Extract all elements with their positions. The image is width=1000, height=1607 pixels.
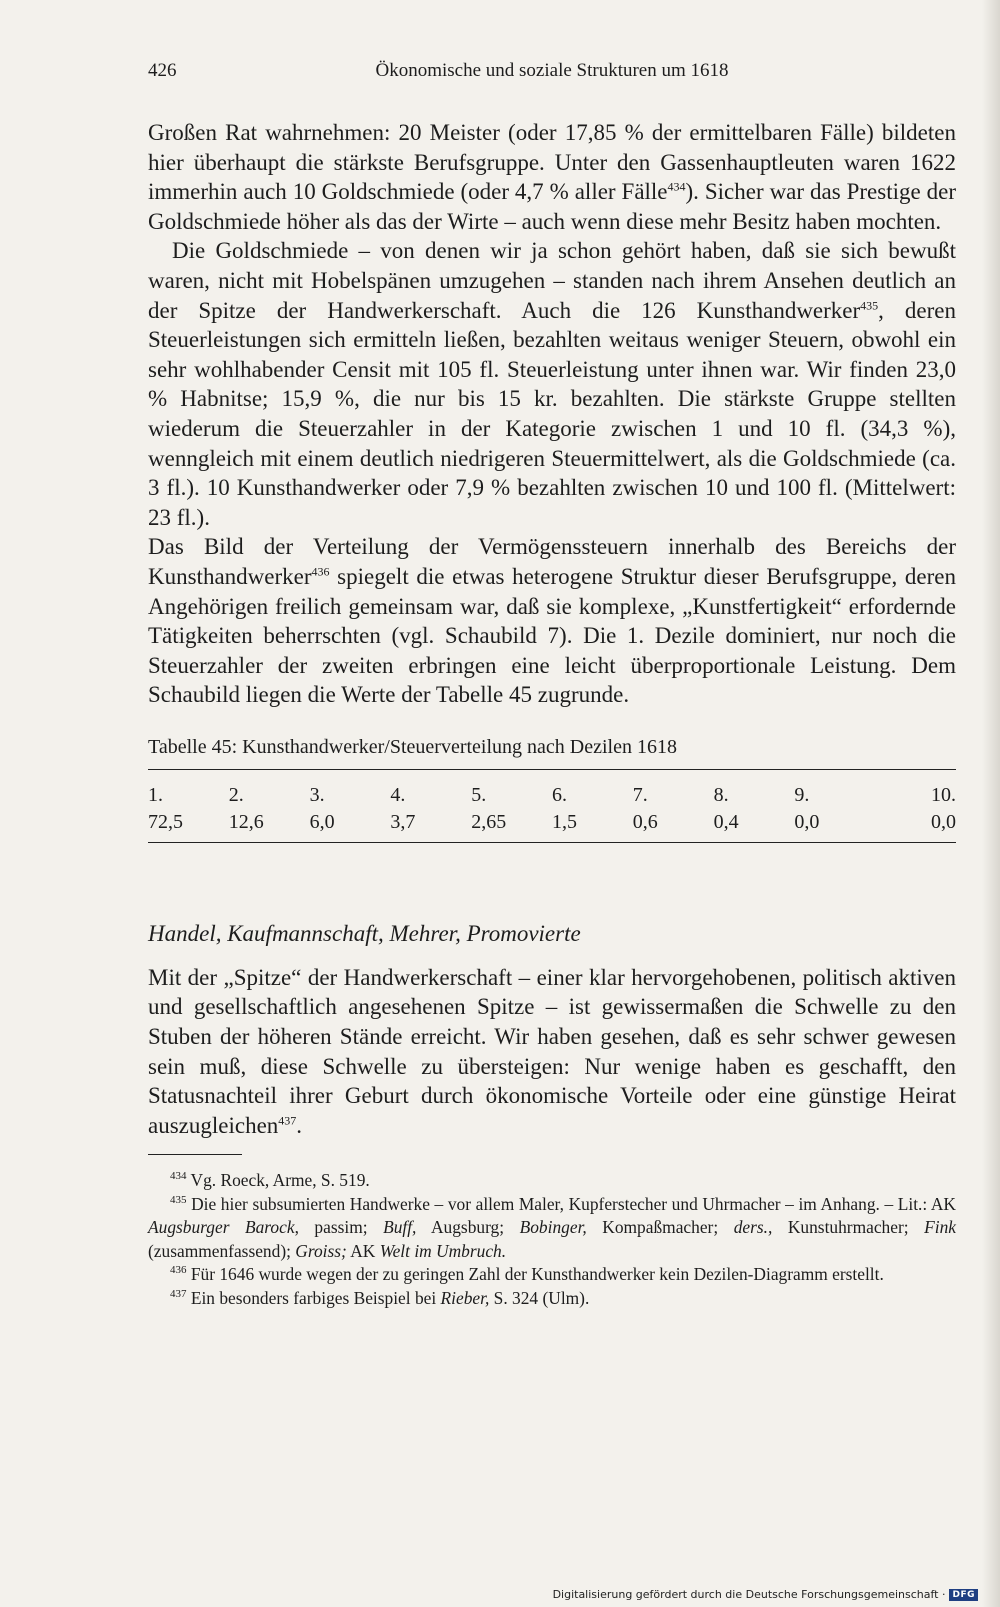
table-cell: 6,0 — [309, 810, 335, 833]
footnote-435: $^{435}$ Die hier subsumierten Handwerke – vor allem Maler, Kupferstecher und Uhrmacher – im Anhang. – Lit.: AK Augsburger Barock, passim; Buff, Augsburg; Bobinger, Kompaßmacher; ders., Kunstuhrmacher; Fink (zusammenfassend); Groiss; AK Welt im Umbruch. — [148, 1193, 956, 1261]
footnotes — [148, 1169, 956, 1310]
footnote-separator — [148, 1154, 242, 1155]
digitization-credit — [553, 1588, 978, 1601]
credit-text: Digitalisierung gefördert durch die Deutsche Forschungsgemeinschaft · — [552, 1588, 946, 1601]
table-cell: 12,6 — [228, 810, 264, 833]
section-heading: Handel, Kaufmannschaft, Mehrer, Promovierte — [148, 920, 581, 946]
running-head — [148, 60, 956, 90]
book-page — [148, 60, 956, 1310]
table-header-cell: 4. — [390, 783, 406, 806]
section-paragraph: Mit der „Spitze“ der Handwerkerschaft – einer klar hervorgehobenen, politisch aktiven und gesellschaftlich angesehenen Spitze – ist gewissermaßen die Schwelle zu den Stuben der höheren Stände erreicht. Wir haben gesehen, daß es sehr schwer gewesen sein muß, diese Schwelle zu übersteigen: Nur wenige haben es geschafft, den Statusnachteil ihrer Geburt durch ökonomische Vorteile oder eine günstige Heirat auszugleichen$^{437}$. — [148, 964, 956, 1138]
table-header-cell: 5. — [471, 783, 487, 806]
table-header-cell: 10. — [931, 783, 956, 806]
table-cell: 72,5 — [148, 810, 183, 833]
table-cell: 0,6 — [632, 810, 658, 833]
section-body — [148, 963, 956, 1141]
table-header-cell: 2. — [228, 783, 244, 806]
table-cell: 2,65 — [471, 810, 507, 833]
table-cell: 0,0 — [931, 810, 956, 833]
running-title: Ökonomische und soziale Strukturen um 1618 — [375, 60, 729, 81]
paragraph-2: Die Goldschmiede – von denen wir ja schon gehört haben, daß sie sich bewußt waren, nicht mit Hobelspänen umzugehen – standen nach ihrem Ansehen deutlich an der Spitze der Handwerkerschaft. Auch die 126 Kunsthandwerker$^{435}$, deren Steuerleistungen sich ermitteln ließen, bezahlten weitaus weniger Steuern, obwohl ein sehr wohlhabender Censit mit 105 fl. Steuerleistung unter ihnen war. Wir finden 23,0 % Habnitse; 15,9 %, die nur bis 15 kr. bezahlten. Die stärkste Gruppe stellten wiederum die Steuerzahler in der Kategorie zwischen 1 und 10 fl. (34,3 %), wenngleich mit einem deutlich niedrigeren Steuermittelwert, als die Goldschmiede (ca. 3 fl.). 10 Kunsthandwerker oder 7,9 % bezahlten zwischen 10 und 100 fl. (Mittelwert: 23 fl.). — [148, 238, 956, 530]
paragraph-1: Großen Rat wahrnehmen: 20 Meister (oder 17,85 % der ermittelbaren Fälle) bildeten hier überhaupt die stärkste Berufsgruppe. Unter den Gassenhauptleuten waren 1622 immerhin auch 10 Goldschmiede (oder 4,7 % aller Fälle$^{434}$). Sicher war das Prestige der Goldschmiede höher als das der Wirte – auch wenn diese mehr Besitz haben mochten. — [148, 120, 956, 234]
table-header-cell: 6. — [551, 783, 567, 806]
footnote-ref-434: 434 — [667, 179, 686, 194]
table-cell: 1,5 — [551, 810, 577, 833]
table-header-cell: 1. — [148, 783, 163, 806]
footnote-437: $^{437}$ Ein besonders farbiges Beispiel bei Rieber, S. 324 (Ulm). — [170, 1287, 590, 1308]
table-cell: 0,4 — [713, 810, 739, 833]
paragraph-3: Das Bild der Verteilung der Vermögenssteuern innerhalb des Bereichs der Kunsthandwerker$^{436}$ spiegelt die etwas heterogene Struktur dieser Berufsgruppe, deren Angehörigen freilich gemeinsam war, daß sie komplexe, „Kunstfertigkeit“ erfordernde Tätigkeiten beherrschten (vgl. Schaubild 7). Die 1. Dezile dominiert, nur noch die Steuerzahler der zweiten erbringen eine leicht überproportionale Leistung. Dem Schaubild liegen die Werte der Tabelle 45 zugrunde. — [148, 534, 956, 708]
table-header-cell: 7. — [632, 783, 648, 806]
footnote-434: $^{434}$ Vg. Roeck, Arme, S. 519. — [170, 1170, 370, 1191]
table-cell: 0,0 — [794, 810, 820, 833]
table-header-cell: 9. — [794, 783, 810, 806]
table-header-cell: 3. — [309, 783, 325, 806]
body-text — [148, 118, 956, 710]
page-edge-shadow — [982, 0, 1000, 1607]
decile-table — [148, 782, 956, 836]
table-value-row — [148, 809, 956, 836]
footnote-ref-436: 436 — [311, 564, 330, 579]
table-cell: 3,7 — [390, 810, 416, 833]
table-top-rule — [148, 769, 956, 770]
table-header-cell: 8. — [713, 783, 729, 806]
footnote-436: $^{436}$ Für 1646 wurde wegen der zu geringen Zahl der Kunsthandwerker kein Dezilen-Diagramm erstellt. — [170, 1264, 884, 1285]
table-header-row — [148, 782, 956, 809]
table-bottom-rule — [148, 842, 956, 843]
dfg-logo-icon: DFG — [949, 1589, 978, 1601]
page-number: 426 — [148, 60, 177, 81]
footnote-ref-435: 435 — [860, 297, 879, 312]
footnote-ref-437: 437 — [278, 1113, 297, 1128]
table-caption: Tabelle 45: Kunsthandwerker/Steuerverteilung nach Dezilen 1618 — [148, 735, 677, 758]
